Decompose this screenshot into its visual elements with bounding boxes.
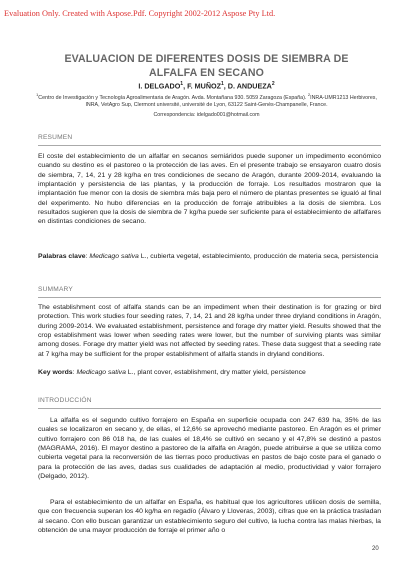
section-divider [38,145,381,146]
author-list [0,81,413,90]
section-divider [38,297,381,298]
resumen-keywords [38,252,381,261]
keywords-label: Palabras clave [38,253,86,260]
affiliation-mark: 2 [307,92,311,97]
paper-title: EVALUACION DE DIFERENTES DOSIS DE SIEMBRA DE ALFALFA EN SECANO [64,53,349,79]
section-heading-resumen: RESUMEN [38,134,73,141]
keywords-list: L., plant cover, establishment, dry matter yield, persistence [125,369,306,376]
keywords-species: Medicago sativa [76,369,126,376]
summary-body: The establishment cost of alfalfa stands can be an impediment when their destination is for grazing or bird protection. This work studies four seeding rates, 7, 14, 21 and 28 kg/ha under three dryland conditions in Aragón, during 2009-2014. We evaluated establishment, persistence and forage dry matter yield. Results showed that the crop establishment was lower when seeding rates were lower, but the number of surviving plants was similar among doses. Forage dry matter yield was not affected by seeding rates. These data suggest that a seeding rate at 7 kg/ha may be sufficient for the proper establishment of alfalfa stands in dryland conditions. [38,304,381,358]
correspondence-email: Correspondencia: idelgado001@hotmail.com [153,112,260,118]
keywords-label: Key words [38,369,73,376]
keywords-species: Medicago sativa [89,253,139,260]
section-divider [38,408,381,409]
author-name: F. MUÑOZ [187,81,222,91]
author-name: I. DELGADO [138,81,181,91]
summary-keywords [38,368,381,377]
author-separator: , [223,81,228,91]
author-affiliation-mark: 1 [180,81,184,87]
section-heading-introduccion: INTRODUCCIÓN [38,397,92,404]
page-number: 20 [372,546,379,552]
affiliation-text: Centro de Investigación y Tecnología Agroalimentaria de Aragón. Avda. Montañana 930. 5059 Zaragoza (España). [38,94,307,101]
author-affiliation-mark: 1 [221,81,224,87]
affiliation-mark: 1 [36,92,39,97]
author-affiliation-mark: 2 [271,81,275,87]
section-heading-summary: SUMMARY [38,286,73,293]
affiliations [30,91,383,110]
introduccion-paragraph-2: Para el establecimiento de un alfalfar en España, es habitual que los agricultores utilicen dosis de semilla, que con frecuencia superan los 40 kg/ha en regadío (Álvaro y Lloveras, 2003), cifras que en la práctica trasladan al secano. Con ello buscan garantizar un establecimiento seguro del cultivo, la lucha contra las malas hierbas, la obtención de una mayor producción de forraje el primer año o [38,499,381,535]
author-separator: , [183,81,188,91]
keywords-list: L., cubierta vegetal, establecimiento, producción de materia seca, persistencia [138,253,379,260]
watermark: Evaluation Only. Created with Aspose.Pdf. Copyright 2002-2012 Aspose Pty Ltd. [4,9,276,18]
introduccion-paragraph-1: La alfalfa es el segundo cultivo forrajero en España en superficie ocupada con 247 639 ha, 35% de las cuales se localizaron en secano y, de ellas, el 12,6% se aprovechó mediante pastoreo. En Aragón es el primer cultivo forrajero con 86 018 ha, de las cuales el 18,4% se cultivó en secano y el 47,8% se destinó a pastos (MAGRAMA, 2016). El mayor destino a pastoreo de la alfalfa en Aragón, puede atribuirse a que se utiliza como cubierta vegetal para la reconversión de las tierras poco productivas en pastos de bajo coste para el ganado o para la protección de las aves, dadas sus cualidades de adaptación al medio, productividad y valor forrajero (Delgado, 2012). [38,417,381,481]
resumen-body: El coste del establecimiento de un alfalfar en secanos semiáridos puede suponer un impedimento económico cuando su destino es el pastoreo o la protección de las aves. En el presente trabajo se ensayaron cuatro dosis de siembra, 7, 14, 21 y 28 kg/ha en tres condiciones de secano de Aragón, durante 2009-2014, evaluando la implantación y persistencia de las plantas, y la producción de forraje. Los resultados mostraron que la implantación fue menor con la dosis de siembra más baja pero el número de plantas presentes se igualó al final del experimento. No hubo diferencias en la producción de forraje atribuibles a la dosis de siembra. Los resultados sugieren que la dosis de siembra de 7 kg/ha puede ser suficiente para el establecimiento de alfalfares en distintas condiciones de secano. [38,153,381,226]
author-name: D. ANDUEZA [227,81,272,91]
keywords-colon: : [72,369,77,376]
keywords-colon: : [85,253,90,260]
affiliation-text: INRA-UMR1213 Herbivores, INRA, VetAgro Sup, Clermont université, université de Lyon, 63122 Saint-Genès-Champanelle, France. [85,94,377,109]
